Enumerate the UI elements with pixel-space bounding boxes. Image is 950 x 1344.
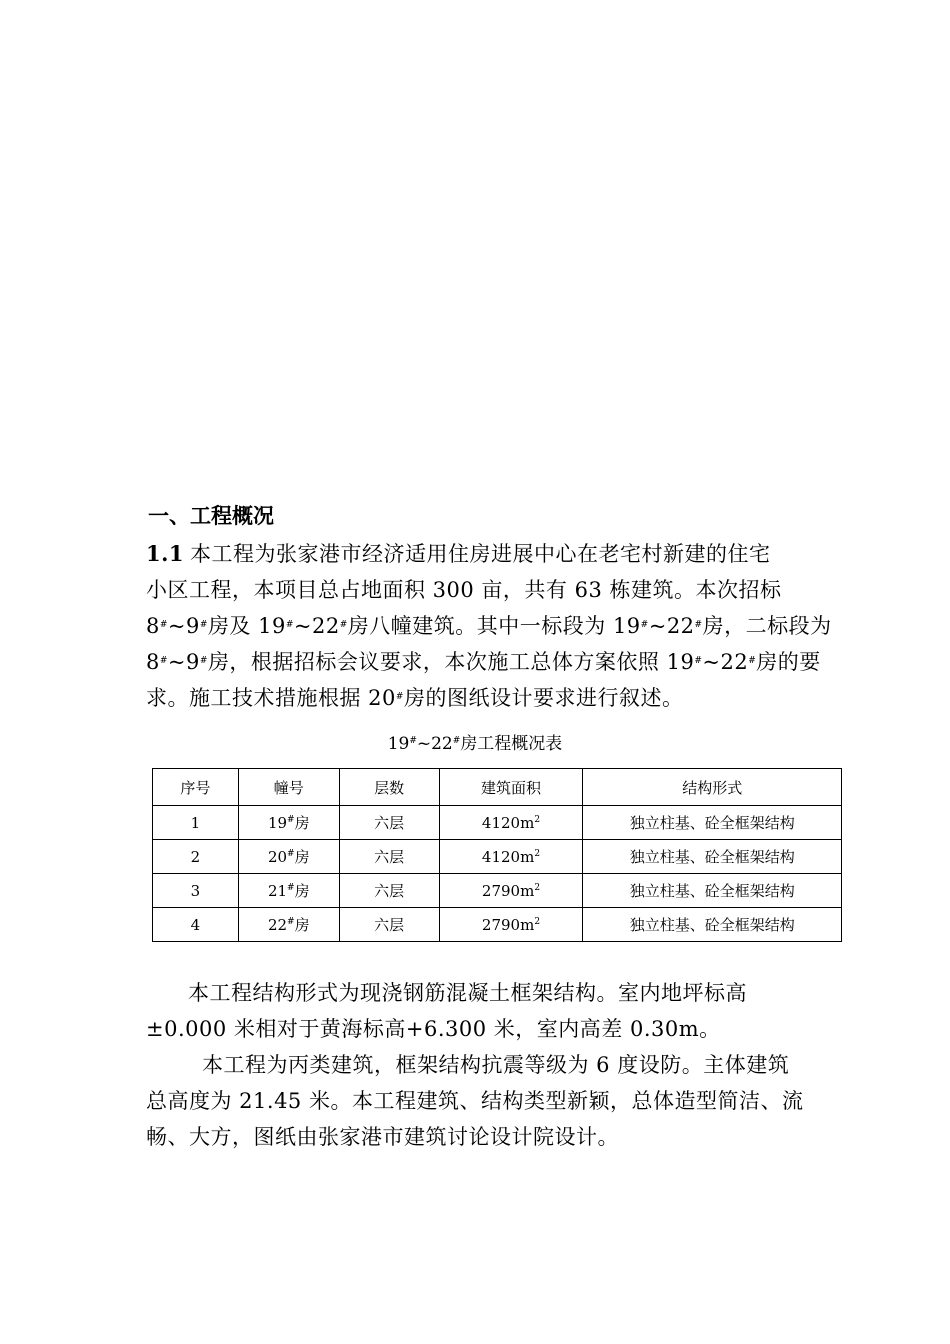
header-floors: 层数 bbox=[339, 769, 439, 806]
intro-line-5: 求。施工技术措施根据 20#房的图纸设计要求进行叙述。 bbox=[146, 686, 684, 710]
table-row bbox=[153, 840, 842, 874]
section-heading: 一、工程概况 bbox=[148, 504, 274, 528]
cell-structure: 独立柱基、砼全框架结构 bbox=[583, 806, 842, 840]
cell-serial: 2 bbox=[153, 840, 239, 874]
cell-area: $4120m^2$ bbox=[439, 840, 583, 874]
cell-building: 21#房 bbox=[238, 874, 339, 908]
cell-floors: 六层 bbox=[339, 908, 439, 942]
cell-floors: 六层 bbox=[339, 806, 439, 840]
seismic-line-1: 本工程为丙类建筑，框架结构抗震等级为 6 度设防。主体建筑 bbox=[202, 1053, 790, 1077]
cell-building: 22#房 bbox=[238, 908, 339, 942]
seismic-line-3: 畅、大方，图纸由张家港市建筑讨论设计院设计。 bbox=[146, 1125, 619, 1149]
section-number: 1.1 bbox=[146, 541, 185, 566]
structure-line-2: ±0.000 米相对于黄海标高+6.300 米，室内高差 0.30m。 bbox=[146, 1017, 721, 1041]
cell-serial: 1 bbox=[153, 806, 239, 840]
seismic-paragraph bbox=[146, 1047, 840, 1155]
structure-line-1: 本工程结构形式为现浇钢筋混凝土框架结构。室内地坪标高 bbox=[188, 981, 747, 1005]
cell-floors: 六层 bbox=[339, 874, 439, 908]
cell-serial: 3 bbox=[153, 874, 239, 908]
table-row bbox=[153, 874, 842, 908]
header-area: 建筑面积 bbox=[439, 769, 583, 806]
cell-floors: 六层 bbox=[339, 840, 439, 874]
intro-line-1: 1.1 本工程为张家港市经济适用住房进展中心在老宅村新建的住宅 bbox=[146, 541, 771, 566]
structure-paragraph bbox=[146, 975, 840, 1047]
intro-paragraph bbox=[146, 536, 840, 716]
cell-structure: 独立柱基、砼全框架结构 bbox=[583, 874, 842, 908]
cell-serial: 4 bbox=[153, 908, 239, 942]
seismic-line-2: 总高度为 21.45 米。本工程建筑、结构类型新颖，总体造型简洁、流 bbox=[146, 1089, 804, 1113]
table-row bbox=[153, 908, 842, 942]
table-caption: 19#~22#房工程概况表 bbox=[387, 734, 563, 754]
cell-building: 20#房 bbox=[238, 840, 339, 874]
header-building: 幢号 bbox=[238, 769, 339, 806]
cell-area: $2790m^2$ bbox=[439, 874, 583, 908]
cell-structure: 独立柱基、砼全框架结构 bbox=[583, 908, 842, 942]
intro-line-3: 8#~9#房及 19#~22#房八幢建筑。其中一标段为 19#~22#房，二标段为 bbox=[146, 614, 832, 638]
cell-area: $4120m^2$ bbox=[439, 806, 583, 840]
cell-structure: 独立柱基、砼全框架结构 bbox=[583, 840, 842, 874]
header-structure: 结构形式 bbox=[583, 769, 842, 806]
table-header-row bbox=[153, 769, 842, 806]
cell-area: $2790m^2$ bbox=[439, 908, 583, 942]
project-overview-table bbox=[152, 768, 842, 942]
intro-line-2: 小区工程，本项目总占地面积 300 亩，共有 63 栋建筑。本次招标 bbox=[146, 578, 782, 602]
intro-line-4: 8#~9#房，根据招标会议要求，本次施工总体方案依照 19#~22#房的要 bbox=[146, 650, 821, 674]
header-serial: 序号 bbox=[153, 769, 239, 806]
table-row bbox=[153, 806, 842, 840]
cell-building: 19#房 bbox=[238, 806, 339, 840]
